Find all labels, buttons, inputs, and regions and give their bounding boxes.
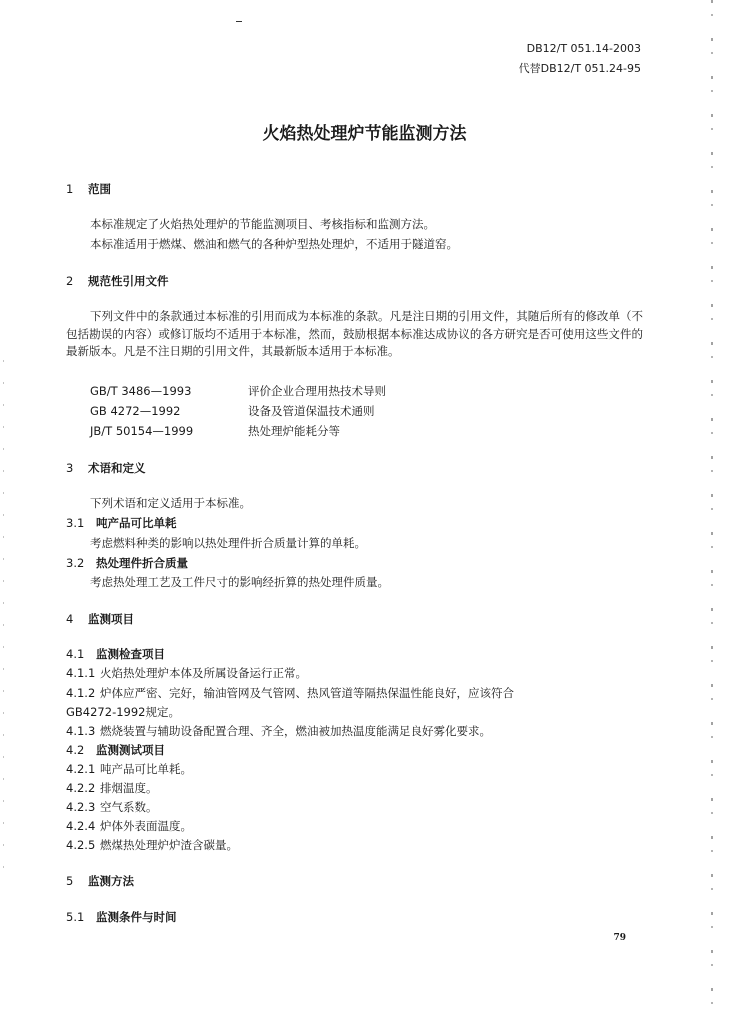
page-number: 79: [613, 933, 626, 943]
section-number: 2: [66, 274, 74, 288]
section-title: 监测方法: [88, 874, 134, 888]
item-text: 燃煤热处理炉炉渣含碳量。: [100, 838, 238, 852]
item-number: 4.2.2: [66, 781, 96, 795]
item-text: 燃烧装置与辅助设备配置合理、齐全，燃油被加热温度能满足良好雾化要求。: [100, 724, 491, 738]
list-item: [66, 818, 192, 834]
list-item: [66, 837, 238, 853]
term-definition: 考虑热处理工艺及工件尺寸的影响经折算的热处理件质量。: [90, 575, 389, 589]
reference-item: [90, 423, 340, 439]
item-text: 炉体外表面温度。: [100, 819, 192, 833]
item-text: 炉体应严密、完好，输油管网及气管网、热风管道等隔热保温性能良好，应该符合: [100, 686, 514, 700]
normative-references-paragraph: 下列文件中的条款通过本标准的引用而成为本标准的条款。凡是注日期的引用文件，其随后所有的修改单（不包括勘误的内容）或修订版均不适用于本标准，然而，鼓励根据本标准达成协议的各方研究是否可使用这些文件的最新版本。凡是不注日期的引用文件，其最新版本适用于本标准。: [66, 309, 643, 359]
section-number: 5: [66, 874, 74, 888]
item-text: 吨产品可比单耗。: [100, 762, 192, 776]
section-number: 1: [66, 182, 74, 196]
list-item: [66, 685, 514, 701]
item-number: 4.1.2: [66, 686, 96, 700]
document-title: 火焰热处理炉节能监测方法: [262, 124, 467, 144]
item-number: 4.1.1: [66, 666, 96, 680]
paragraph-line: 本标准规定了火焰热处理炉的节能监测项目、考核指标和监测方法。: [90, 217, 435, 231]
subsection-heading: [66, 742, 165, 758]
reference-item: [90, 383, 386, 399]
subsection-title: 监测测试项目: [96, 743, 165, 757]
section-2-heading: [66, 273, 169, 289]
term-title: 热处理件折合质量: [96, 556, 188, 570]
subsection-number: 4.2: [66, 743, 85, 757]
replaces-code: 代替DB12/T 051.24-95: [518, 62, 641, 75]
scan-mark: [236, 21, 242, 22]
list-item: [66, 665, 307, 681]
scan-edge-right: [711, 0, 713, 1024]
item-number: 4.2.4: [66, 819, 96, 833]
item-text: 火焰热处理炉本体及所属设备运行正常。: [100, 666, 307, 680]
reference-code: JB/T 50154—1999: [90, 424, 194, 438]
list-item: [66, 723, 491, 739]
item-number: 4.2.3: [66, 800, 96, 814]
list-item: [66, 761, 192, 777]
subsection-title: 监测检查项目: [96, 647, 165, 661]
scan-edge-left: [3, 360, 4, 880]
paragraph-line: 下列术语和定义适用于本标准。: [90, 496, 251, 510]
item-number: 4.2.5: [66, 838, 96, 852]
list-item-continuation: [66, 704, 180, 720]
subsection-heading: [66, 909, 177, 925]
subsection-number: 4.1: [66, 647, 85, 661]
term-title: 吨产品可比单耗: [96, 516, 177, 530]
section-5-heading: [66, 873, 134, 889]
item-number: 4.1.3: [66, 724, 96, 738]
section-number: 4: [66, 612, 74, 626]
term-definition: 考虑燃料种类的影响以热处理件折合质量计算的单耗。: [90, 536, 366, 550]
section-4-heading: [66, 611, 134, 627]
reference-code: GB 4272—1992: [90, 404, 181, 418]
subsection-title: 监测条件与时间: [96, 910, 177, 924]
reference-name: 热处理炉能耗分等: [248, 424, 340, 438]
item-text: 空气系数。: [100, 800, 158, 814]
reference-name: 评价企业合理用热技术导则: [248, 384, 386, 398]
term-heading: [66, 515, 177, 531]
standard-code: DB12/T 051.14-2003: [526, 42, 641, 55]
list-item: [66, 780, 158, 796]
item-number: 4.2.1: [66, 762, 96, 776]
paragraph-line: 本标准适用于燃煤、燃油和燃气的各种炉型热处理炉，不适用于隧道窑。: [90, 237, 458, 251]
section-number: 3: [66, 461, 74, 475]
reference-item: [90, 403, 375, 419]
item-text: GB4272-1992规定。: [66, 705, 180, 719]
term-heading: [66, 555, 188, 571]
reference-code: GB/T 3486—1993: [90, 384, 192, 398]
section-3-heading: [66, 460, 146, 476]
list-item: [66, 799, 158, 815]
section-title: 范围: [88, 182, 111, 196]
item-text: 排烟温度。: [100, 781, 158, 795]
section-title: 监测项目: [88, 612, 134, 626]
section-title: 术语和定义: [88, 461, 146, 475]
section-title: 规范性引用文件: [88, 274, 169, 288]
subsection-number: 5.1: [66, 910, 85, 924]
reference-name: 设备及管道保温技术通则: [248, 404, 375, 418]
section-1-heading: [66, 181, 111, 197]
subsection-heading: [66, 646, 165, 662]
term-number: 3.2: [66, 556, 85, 570]
term-number: 3.1: [66, 516, 85, 530]
